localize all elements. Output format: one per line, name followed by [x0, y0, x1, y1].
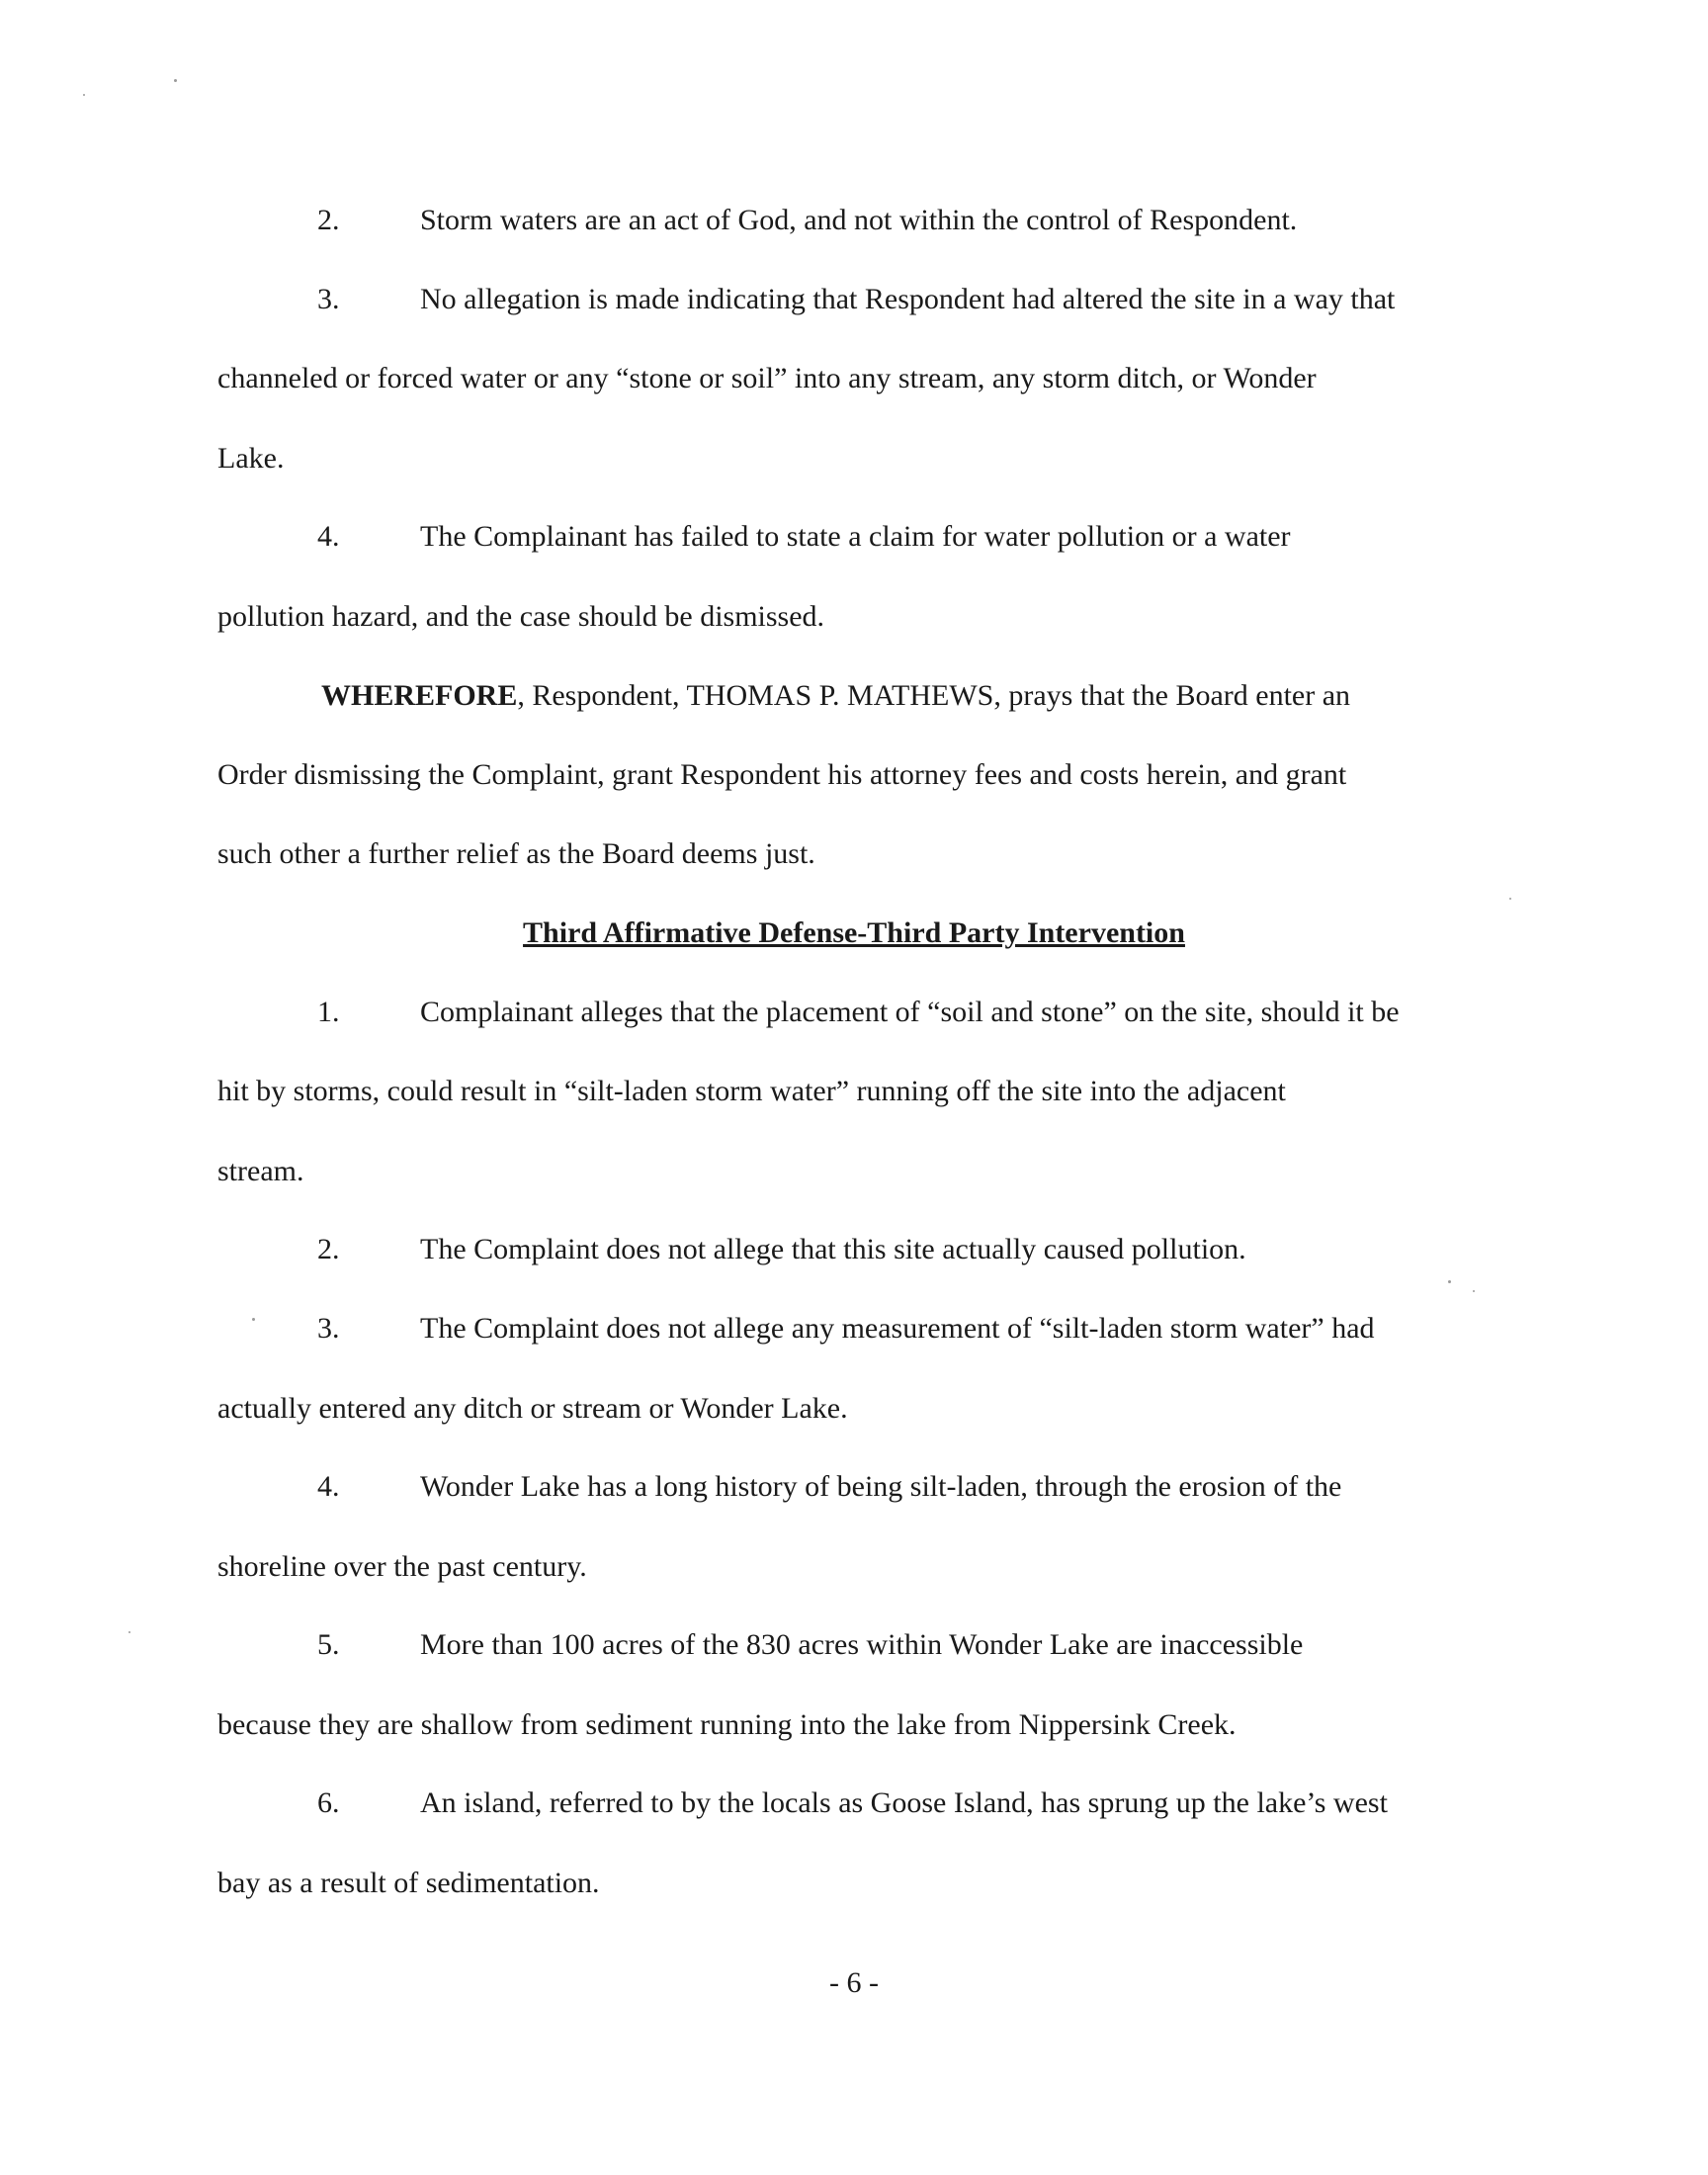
paragraph-text: actually entered any ditch or stream or Wonder Lake.: [217, 1392, 848, 1425]
wherefore-keyword: WHEREFORE: [321, 679, 518, 712]
paragraph-text: The Complaint does not allege that this site actually caused pollution.: [420, 1233, 1246, 1265]
paragraph-number: 3.: [317, 283, 340, 315]
paragraph-number: 5.: [317, 1628, 340, 1661]
paragraph-text: Complainant alleges that the placement of “soil and stone” on the site, should it be: [420, 996, 1400, 1028]
paragraph-text: The Complaint does not allege any measurement of “silt-laden storm water” had: [420, 1312, 1375, 1345]
paragraph-text: pollution hazard, and the case should be dismissed.: [217, 600, 825, 633]
scan-speck: [128, 1631, 130, 1633]
scan-speck: [174, 79, 177, 82]
paragraph-text: hit by storms, could result in “silt-laden storm water” running off the site into the adjacent: [217, 1075, 1286, 1107]
scan-speck: [1509, 898, 1511, 900]
paragraph-number: 4.: [317, 520, 340, 553]
paragraph-text: because they are shallow from sediment running into the lake from Nippersink Creek.: [217, 1708, 1237, 1741]
paragraph-number: 1.: [317, 996, 340, 1028]
paragraph-number: 6.: [317, 1786, 340, 1819]
paragraph-text: channeled or forced water or any “stone or soil” into any stream, any storm ditch, or Wonder: [217, 362, 1317, 394]
paragraph-text: Wonder Lake has a long history of being silt-laden, through the erosion of the: [420, 1470, 1342, 1503]
wherefore-line: [321, 678, 1350, 714]
page-number: - 6 -: [829, 1966, 879, 1999]
section-heading: Third Affirmative Defense-Third Party Intervention: [523, 916, 1185, 949]
paragraph-text: More than 100 acres of the 830 acres within Wonder Lake are inaccessible: [420, 1628, 1304, 1661]
paragraph-text: The Complainant has failed to state a claim for water pollution or a water: [420, 520, 1291, 553]
paragraph-text: stream.: [217, 1155, 304, 1187]
paragraph-text: Storm waters are an act of God, and not within the control of Respondent.: [420, 204, 1298, 236]
paragraph-text: bay as a result of sedimentation.: [217, 1867, 600, 1899]
paragraph-text: shoreline over the past century.: [217, 1550, 587, 1583]
paragraph-number: 2.: [317, 1233, 340, 1265]
scan-speck: [83, 94, 85, 96]
paragraph-text: such other a further relief as the Board deems just.: [217, 837, 815, 870]
scan-speck: [252, 1318, 255, 1321]
wherefore-text: , Respondent, THOMAS P. MATHEWS, prays that the Board enter an: [517, 679, 1351, 712]
paragraph-text: No allegation is made indicating that Respondent had altered the site in a way that: [420, 283, 1396, 315]
scan-speck: [1448, 1280, 1451, 1283]
paragraph-number: 4.: [317, 1470, 340, 1503]
paragraph-text: Order dismissing the Complaint, grant Respondent his attorney fees and costs herein, and grant: [217, 758, 1347, 791]
paragraph-number: 2.: [317, 204, 340, 236]
paragraph-text: An island, referred to by the locals as Goose Island, has sprung up the lake’s west: [420, 1786, 1388, 1819]
paragraph-number: 3.: [317, 1312, 340, 1345]
scan-speck: [1473, 1290, 1475, 1292]
paragraph-text: Lake.: [217, 442, 285, 475]
